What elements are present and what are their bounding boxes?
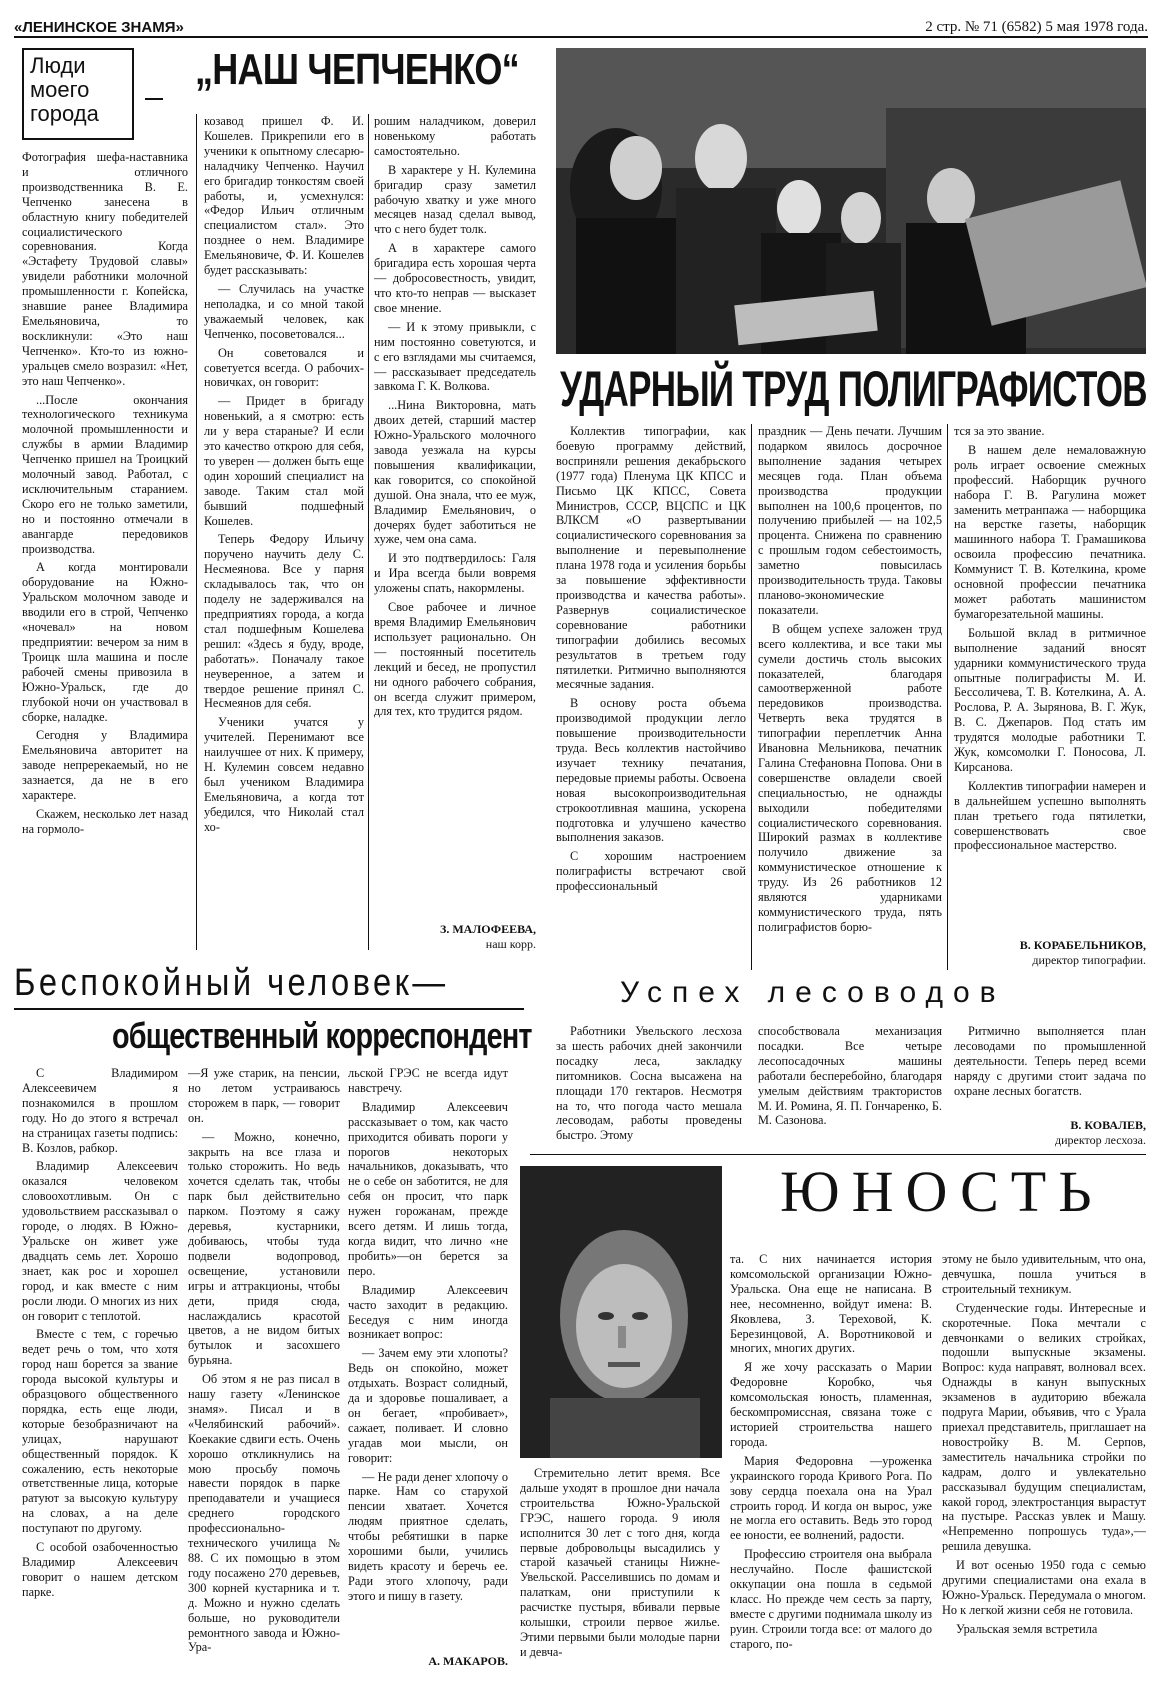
article2-signature: В. КОРАБЕЛЬНИКОВ, (1019, 938, 1146, 952)
article1-col2-para: — Случилась на участке неполадка, и со мной такой уважаемый человек, как Чепченко, посоветовался... (204, 281, 364, 341)
masthead-issue-info: 2 стр. № 71 (6582) 5 мая 1978 года. (925, 19, 1148, 35)
article2-col1-para: Коллектив типографии, как боевую программу действий, восприняли решения декабрьского (1977 года) Пленума ЦК КПСС и Письмо ЦК КПСС, Совета Министров, СССР, ВЦСПС и ЦК ВЛКСМ «О развертывании социалистического соревнования за выполнение и перевыполнение плана 1978 года и усиления борьбы за повышение эффективности производства и качества работы». Развернув социалистическое соревнование работники типографии добились весомых результатов в третьем году пятилетки. Ритмично выполняются месячные задания. (556, 424, 746, 692)
article4-signature-block (348, 1648, 508, 1669)
article4-col1 (22, 1066, 178, 1678)
article5-col3-para: Уральская земля встретила (956, 1621, 1098, 1636)
article3-col2 (758, 1024, 942, 1148)
article2-col3 (954, 424, 1146, 930)
article1-col2-para: Он советовался и советуется всегда. О рабочих-новичках, он говорит: (204, 345, 364, 390)
article4-col1-para: Владимир Алексеевич оказался человеком словоохотливым. Он с удовольствием рассказывал о городе, о людях. В Южно-Уральске он живет уже двадцать семь лет. Хорошо знает, как рос и хорошел город, и как вместе с ним росли люди. О многих из них он говорит с теплотой. (22, 1159, 178, 1323)
article4-col3-para: льской ГРЭС не всегда идут навстречу. (348, 1066, 508, 1095)
article3-signature: В. КОВАЛЕВ, (1070, 1118, 1146, 1132)
article1-col3-para: И это подтвердилось: Галя и Ира всегда были вовремя уложены спать, накормлены. (374, 551, 536, 596)
article2-signature-block (954, 932, 1146, 968)
article5-col1-para: Стремительно летит время. Все дальше уходят в прошлое дни начала строительства Южно-Уральской ГРЭС, нашего города. 9 июля исполнится 30 лет с того дня, когда первые добровольцы высадились у старой казачьей станицы Нижне-Увельской. Расселившись по домам и палаткам, они приступили к расчистке пустыря, вбивали первые колышки, строили первое жилье. Этими первыми были молодые парни и девча- (520, 1466, 720, 1659)
article1-col2 (204, 114, 364, 952)
rubric-box (22, 48, 134, 140)
column-divider (947, 424, 948, 970)
section-rule (530, 1154, 1146, 1155)
article3-signature-sub: директор лесхоза. (1054, 1133, 1146, 1147)
article4-col2-para: Об этом я не раз писал в нашу газету «Ленинское знамя». Писал и в «Челябинский рабочий». Коекакие сдвиги есть. Очень хорошо откликнулись на мою просьбу помочь навести порядок в парке преподаватели и учащиеся среднего городского профессионально-технического училища № 88. С их помощью в этом году посажено 270 деревьев, 300 корней кустарника и т. д. Можно и нужно сделать больше, но руководители ремонтного завода и Южно-Ура- (188, 1372, 340, 1655)
article1-col1-para: А когда монтировали оборудование на Южно-Уральском молочном заводе и вводили его в строй, Чепченко «ночевал» на новом предприятии: вечером за ним в Троицк шла машина и после рабочей смены привозила в Южно-Уральск, где до глубокой ночи он участвовал в сборке, наладке. (22, 560, 188, 724)
article2-col3-para: Коллектив типографии намерен и в дальнейшем успешно выполнять план третьего года пятилетки, совершенствовать свое профессиональное мастерство. (954, 778, 1146, 853)
photo-portrait-maria-korobko (520, 1166, 722, 1458)
article4-col2 (188, 1066, 340, 1678)
article4-col3-para: — Не ради денег хлопочу о парке. Нам со старухой пенсии хватает. Хочется людям приятное сделать, чтобы ребятишки в парке хорошими были, учились видеть красоту и беречь ее. Ради этого хлопочу, ради этого и пишу в газету. (348, 1469, 508, 1603)
article1-col3-para: А в характере самого бригадира есть хорошая черта — добросовестность, увидит, что кто-то неправ — высказет свое мнение. (374, 241, 536, 315)
article3-signature-block (954, 1112, 1146, 1148)
article3-col1-para: Работники Увельского лесхоза за шесть рабочих дней закончили посадку леса, закладку питомников. Сосна высажена на площади 170 гектаров. Несмотря на то, что погода часто мешала лесоводам, работы проведены быстро. Этому (556, 1024, 742, 1143)
article2-col1-para: В основу роста объема производимой продукции легло повышение производительности труда. Весь коллектив настойчиво изучает технику печатания, передовые приемы работы. Освоена новая высокопроизводительная строкоотливная машина, ускорена подготовка и улучшено качество выполнения заказов. (556, 696, 746, 845)
article1-col3 (374, 114, 536, 914)
article5-col2-para: Я же хочу рассказать о Марии Федоровне Коробко, чья комсомольская юность, пламенная, бескомпромиссная, связана тоже с историей строительства нашего города. (730, 1360, 932, 1449)
article2-col3-para: тся за это звание. (954, 424, 1045, 438)
article1-signature: З. МАЛОФЕЕВА, (440, 922, 536, 936)
article2-col1-para: С хорошим настроением полиграфисты встречают свой профессиональный (556, 849, 746, 894)
article1-col1-para: ...После окончания технологического техникума молочной промышленности и службы в армии Владимир Чепченко пришел на Троицкий молочный завод. Работал, с исключительным старанием. Скоро его не только заметили, но и постоянно отмечали в авангарде передовиков производства. (22, 392, 188, 556)
article4-col3-para: Владимир Алексеевич часто заходит в редакцию. Беседуя с ним иногда возникает вопрос: (348, 1282, 508, 1342)
article1-col1 (22, 150, 188, 950)
article1-col3-para: рошим наладчиком, доверил новенькому работать самостоятельно. (374, 114, 536, 158)
article3-col3 (954, 1024, 1146, 1112)
rubric-dash (145, 98, 163, 100)
article3-col3-para: Ритмично выполняется план лесоводами по промышленной деятельности. Теперь перед всеми наряду с другими стоит задача по охране лесных богатств. (954, 1024, 1146, 1098)
article4-col3-para: Владимир Алексеевич рассказывает о том, как часто приходится обивать пороги у порогов некоторых начальников, доказывать, что не о себе он заботится, не для себя он просит, что парк нужен горожанам, прежде всего детям. И лишь тогда, когда видит, что лично «не пробить»—он берется за перо. (348, 1099, 508, 1278)
article-title-yunost: ЮНОСТЬ (780, 1159, 1104, 1224)
article5-col2-para: Мария Федоровна —уроженка украинского города Кривого Рога. По зову сердца поехала она на Урал строить город. И когда он вырос, уже не могла его оставить. Ведь это город ее юности, ее волнений, радости. (730, 1453, 932, 1543)
article1-col1-para: Сегодня у Владимира Емельяновича авторитет на заводе непререкаемый, но не зазнается, да не в его характере. (22, 728, 188, 803)
article-title-udarny-trud: УДАРНЫЙ ТРУД ПОЛИГРАФИСТОВ (560, 361, 1147, 417)
article2-col3-para: В нашем деле немаловажную роль играет освоение смежных профессий. Наборщик ручного набора Г. В. Рагулина может заменить метранпажа — наборщика на верстке газеты, наборщик машинного набора Т. Грамашикова освоила профессию печатника. Коммунист Т. В. Котелкина, кроме основной профессии печатника может работать машинистом бумагорезательной машины. (954, 442, 1146, 621)
article4-col1-para: С Владимиром Алексеевичем я познакомился в прошлом году. Но до этого я встречал на страницах газеты подпись: В. Козлов, рабкор. (22, 1066, 178, 1155)
rubric-line-2: моего (30, 77, 90, 102)
article2-col2-para: праздник — День печати. Лучшим подарком явилось досрочное выполнение задания четырех месяцев года. План объема производства продукции выполнен на 100,6 процентов, по получению прибылей — на 102,5 процента. Снижена по сравнению с прошлым годом себестоимость, заметно повысилась производительность труда. Таковы планово-экономические показатели. (758, 424, 942, 617)
article1-col2-para: Теперь Федору Ильичу поручено научить делу С. Несмеянова. Все у парня складывалось так, что он поделу не задерживался на предприятиях города, а когда стал подшефным Кошелева решил: «Здесь я буду, вроде, работать». Поначалу такое неуверенное, а затем и твердое решение принял С. Несмеянов для себя. (204, 532, 364, 711)
article5-col3-para: И вот осенью 1950 года с семью другими специалистами она ехала в Южно-Уральск. Передумала о многом. Но к легкой жизни себя не готовила. (942, 1558, 1146, 1617)
article4-signature: А. МАКАРОВ. (428, 1654, 508, 1668)
article5-col3-para: этому не было удивительным, что она, девчушка, пошла учиться в строительный техникум. (942, 1252, 1146, 1296)
article5-col3-para: Студенческие годы. Интересные и скоротечные. Пока мечтали с девчонками о великих стройках, подошли выпускные экзамены. Вопрос: куда направят, волновал всех. Однажды в канун выпускных экзаменов в аудиторию вбежала подруга Марии, объявив, что с Урала приехал представитель, приглашает на новостройку В. М. Серпов, заместитель начальника стройки по кадрам, долго и увлекательно рассказывал будущим специалистам, какой город, электростанция вырастут на пустыре. Рассказ увлек и Машу. «Непременно попрошусь туда»,—решила девушка. (942, 1300, 1146, 1554)
article4-col3-para: — Зачем ему эти хлопоты? Ведь он спокойно, может отдыхать. Возраст солидный, да и здоровье пошаливает, а он бегает, «пробивает», сажает, поливает. И словно угадав мои мысли, он говорит: (348, 1346, 508, 1465)
article4-col1-para: С особой озабоченностью Владимир Алексеевич говорит о нашем детском парке. (22, 1540, 178, 1599)
masthead (14, 14, 1148, 38)
masthead-newspaper-name: «ЛЕНИНСКОЕ ЗНАМЯ» (14, 19, 184, 36)
article4-col3 (348, 1066, 508, 1640)
article1-col3-para: ...Нина Викторовна, мать двоих детей, старший мастер Южно-Уральского молочного завода уезжала на курсы повышения квалификации, как говорится, со спокойной душой. Она знала, что ее муж, Владимир Емельянович, о дочерях будет заботиться не хуже, чем она сама. (374, 398, 536, 547)
article2-col3-para: Большой вклад в ритмичное выполнение заданий вносят ударники коммунистического труда опытные полиграфисты М. И. Бессоличева, Т. В. Котелкина, А. А. Рослова, Р. А. Зырянова, В. Г. Жук, В. С. Джепаров. Под стать им трудятся молодые работники Т. Жук, комсомолки Г. Поносова, Л. Кирсанова. (954, 625, 1146, 774)
article1-signature-sub: наш корр. (485, 937, 536, 951)
article1-col2-para: Ученики учатся у учителей. Перенимают все наилучшее от них. К примеру, Н. Кулемин совсем недавно был учеником Владимира Емельяновича, а когда тот убедился, что Николай стал хо- (204, 715, 364, 834)
article1-col2-para: козавод пришел Ф. И. Кошелев. Прикрепили его в ученики к опытному слесарю-наладчику Чепченко. Научил его бригадир тонкостям своей работы, и, усмехнулся: «Федор Ильич отличным специалистом стал». Это позднее о нем. Владимире Емельяновиче, Ф. И. Кошелев будет рассказывать: (204, 114, 364, 278)
article-title-bespokoiny-line1: Беспокойный человек— (14, 962, 449, 1004)
article-title-uspekh-lesovodov: Успех лесоводов (620, 976, 1006, 1009)
article4-col2-para: — Можно, конечно, закрыть на все глаза и только сторожить. Но ведь хочется сделать так, чтобы парк был действительно парком. Поэтому я сажу деревья, кустарники, добиваюсь, чтобы туда подвели водопровод, освещение, установили игры и аттракционы, чтобы дети, придя сюда, наслаждались красотой цветов, а не видом битых бутылок и засохшего бурьяна. (188, 1129, 340, 1368)
article2-col2-para: В общем успехе заложен труд всего коллектива, и все таки мы сумели достичь столь высоких показателей, благодаря самоотверженной работе передовиков производства. Четверть века трудятся в типографии переплетчик Анна Ивановна Мельникова, печатник Галина Стефановна Попова. Они в совершенстве овладели своей специальностью, не однажды выходили победителями социалистического соревнования. Широкий размах в коллективе получило движение за коммунистическое отношение к труду. Из 26 работников 12 являются ударниками коммунистического труда, пять полиграфистов борю- (758, 621, 942, 934)
article4-col2-para: —Я уже старик, на пенсии, но летом устраиваюсь сторожем в парк, — говорит он. (188, 1066, 340, 1125)
column-divider (196, 114, 197, 950)
article2-signature-sub: директор типографии. (1032, 953, 1146, 967)
article5-col1 (520, 1466, 720, 1678)
article1-col1-para: Фотография шефа-наставника и отличного производственника В. Е. Чепченко занесена в областную книгу победителей социалистического соревнования. Когда «Эстафету Трудовой славы» увидели работники молочной промышленности г. Копейска, знавшие ранее Владимира Емельяновича, то воскликнули: «Это наш Чепченко». Кто-то из южно-уральцев смело возразил: «Нет, это наш Чепченко». (22, 150, 188, 388)
article1-col1-para: Скажем, несколько лет назад на гормоло- (22, 806, 188, 836)
article3-col1 (556, 1024, 742, 1148)
article2-col2 (758, 424, 942, 976)
photo-polygraphists (556, 48, 1146, 354)
portrait-image (520, 1166, 722, 1458)
article1-col2-para: — Придет в бригаду новенький, а я смотрю: есть ли у вера стараные? И если это качество открою для себя, то уверен — должен быть еще один хороший специалист на заводе. Таким стал мой бывший подшефный Кошелев. (204, 394, 364, 528)
article3-col2-para: способствовала механизация посадки. Все четыре лесопосадочных машины работали бесперебойно, благодаря умелым действиям трактористов М. И. Ромина, Я. П. Гончаренко, Б. М. Сазонова. (758, 1024, 942, 1128)
article2-col1 (556, 424, 746, 976)
column-divider (751, 424, 752, 970)
article-title-bespokoiny-line2: общественный корреспондент (112, 1015, 532, 1056)
article4-col1-para: Вместе с тем, с горечью ведет речь о том, что хотя город наш борется за звание города высокой культуры и образцового общественного порядка, есть еще люди, которые безобразничают на улицах, нарушают общественный порядок. К сожалению, есть некоторые ответственные лица, которые ратуют за высокую культуру на словах, а на деле поступают по другому. (22, 1327, 178, 1536)
article5-col2-para: та. С них начинается история комсомольской организации Южно-Уральска. Она еще не написана. В нее, несомненно, войдут имена: В. Яковлева, З. Тереховой, К. Березинцовой, А. Воротниковой и многих, многих других. (730, 1252, 932, 1356)
article-title-nash-chepchenko: „НАШ ЧЕПЧЕНКО“ (195, 45, 519, 94)
title-rule (14, 1008, 524, 1010)
article5-col2 (730, 1252, 932, 1678)
column-divider (368, 114, 369, 950)
rubric-line-1: Люди (30, 53, 86, 78)
photo-polygraphists-image (556, 48, 1146, 354)
article5-col3 (942, 1252, 1146, 1678)
article5-col2-para: Профессию строителя она выбрала неслучайно. После фашистской оккупации она пошла в седьмой класс. Но прежде чем сесть за парту, вместе с другими поднимала школу из руин. Строили тогда все: от малого до старого, по- (730, 1547, 932, 1651)
rubric-line-3: города (30, 101, 99, 126)
article1-col3-para: — И к этому привыкли, с ним постоянно советуются, и с его взглядами мы считаемся, — рассказывает председатель завкома Г. К. Волкова. (374, 319, 536, 394)
article1-col3-para: Свое рабочее и личное время Владимир Емельянович использует рационально. Он — постоянный посетитель лекций и бесед, не пропустил ни одного рабочего собрания, он всегда служит примером, для тех, кто трудится рядом. (374, 600, 536, 719)
article1-signature-block (374, 916, 536, 952)
article1-col3-para: В характере у Н. Кулемина бригадир сразу заметил рабочую хватку и уже много месяцев назад сделал вывод, что с него будет толк. (374, 162, 536, 237)
